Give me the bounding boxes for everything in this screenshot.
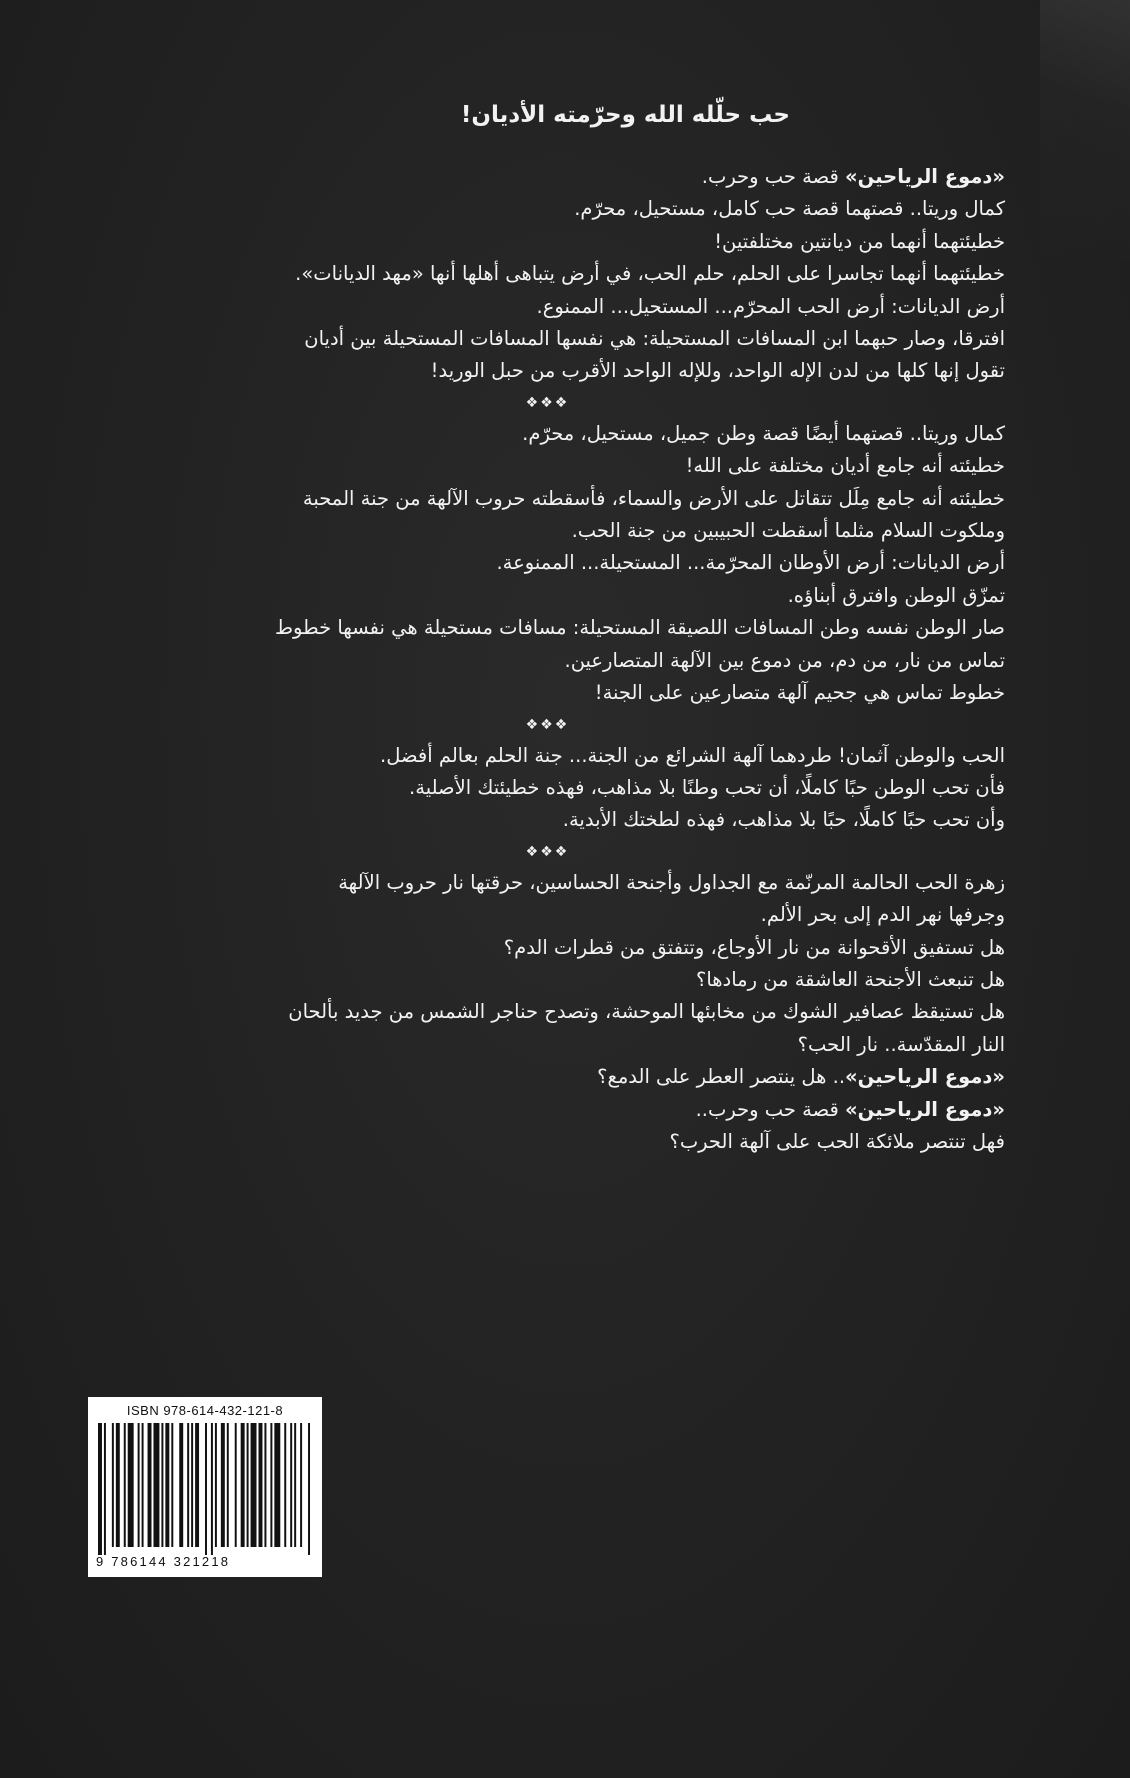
barcode-bar <box>138 1423 140 1547</box>
blurb-line: النار المقدّسة.. نار الحب؟ <box>797 1032 1005 1056</box>
blurb-line: افترقا، وصار حبهما ابن المسافات المستحيلة: هي نفسها المسافات المستحيلة بين أديان <box>304 327 1005 351</box>
blurb-lines <box>90 161 1005 1158</box>
book-title-quote: «دموع الرياحين» <box>845 165 1005 188</box>
book-title-quote: «دموع الرياحين» <box>845 1065 1005 1089</box>
blurb-line: كمال وريتا.. قصتهما قصة حب كامل، مستحيل، محرّم. <box>574 197 1005 221</box>
barcode-bar <box>211 1423 213 1557</box>
book-title-quote: «دموع الرياحين» <box>845 1097 1005 1121</box>
barcode-bar <box>124 1423 126 1547</box>
barcode-bar <box>215 1423 217 1547</box>
barcode-bar <box>251 1423 257 1547</box>
barcode-bar <box>179 1423 183 1547</box>
blurb-line: تقول إنها كلها من لدن الإله الواحد، وللإله الواحد الأقرب من حبل الوريد! <box>430 359 1005 383</box>
blurb-line <box>90 1061 1005 1093</box>
barcode-bar <box>165 1423 169 1547</box>
barcode-bar <box>227 1423 229 1547</box>
cover-edge-highlight <box>1040 0 1130 260</box>
barcode-bar <box>191 1423 193 1547</box>
barcode-bar <box>205 1423 207 1557</box>
barcode-bars <box>96 1423 314 1557</box>
barcode-bar <box>264 1423 266 1547</box>
barcode-bar <box>284 1423 286 1547</box>
blurb-line: الحب والوطن آثمان! طردهما آلهة الشرائع من الجنة... جنة الحلم بعالم أفضل. <box>380 743 1005 767</box>
barcode-bar <box>270 1423 272 1547</box>
barcode-bar <box>274 1423 280 1547</box>
barcode-bar <box>300 1423 302 1547</box>
barcode-bar <box>221 1423 225 1547</box>
barcode-bar <box>259 1423 263 1547</box>
barcode-bar <box>195 1423 199 1547</box>
blurb-line: كمال وريتا.. قصتهما أيضًا قصة وطن جميل، مستحيل، محرّم. <box>522 421 1005 445</box>
barcode-bar <box>171 1423 173 1547</box>
barcode-bar <box>235 1423 237 1547</box>
barcode-bar <box>98 1423 102 1557</box>
barcode-bar <box>247 1423 249 1547</box>
blurb-text-block <box>90 95 1005 1158</box>
blurb-line: خطيئته أنه جامع مِلَل تتقاتل على الأرض والسماء، فأسقطته حروب الآلهة من جنة المحبة <box>302 486 1005 510</box>
blurb-line: زهرة الحب الحالمة المرنّمة مع الجداول وأجنحة الحساسين، حرقتها نار حروب الآلهة <box>338 870 1005 894</box>
barcode-bar <box>294 1423 296 1547</box>
blurb-line: خطيئتهما أنهما من ديانتين مختلفتين! <box>714 229 1005 253</box>
section-separator: ❖❖❖ <box>525 716 570 733</box>
section-separator: ❖❖❖ <box>525 843 570 860</box>
isbn-label: ISBN 978-614-432-121-8 <box>126 1403 284 1418</box>
barcode-bar <box>104 1423 106 1557</box>
barcode-bar <box>148 1423 152 1547</box>
blurb-line: فهل تنتصر ملائكة الحب على آلهة الحرب؟ <box>669 1129 1005 1153</box>
blurb-line: خطيئته أنه جامع أديان مختلفة على الله! <box>685 454 1005 478</box>
blurb-line: تمزّق الوطن وافترق أبناؤه. <box>787 583 1005 607</box>
blurb-line: صار الوطن نفسه وطن المسافات اللصيقة المستحيلة: مسافات مستحيلة هي نفسها خطوط <box>274 616 1005 640</box>
blurb-line <box>90 1094 1005 1126</box>
blurb-line-rest: قصة حب وحرب. <box>701 165 846 188</box>
blurb-line: هل تستيقظ عصافير الشوك من مخابئها الموحشة، وتصدح حناجر الشمس من جديد بألحان <box>288 1000 1005 1024</box>
blurb-title: حب حلّله الله وحرّمته الأديان! <box>460 102 790 128</box>
barcode-bar <box>112 1423 114 1547</box>
blurb-line-rest: قصة حب وحرب.. <box>695 1097 846 1121</box>
blurb-line-rest: .. هل ينتصر العطر على الدمع؟ <box>597 1065 846 1089</box>
barcode-bar <box>187 1423 189 1547</box>
blurb-line: هل تنبعث الأجنحة العاشقة من رمادها؟ <box>695 967 1005 991</box>
blurb-line: خطيئتهما أنهما تجاسرا على الحلم، حلم الحب، في أرض يتباهى أهلها أنها «مهد الديانات». <box>295 262 1005 286</box>
barcode-bar <box>142 1423 144 1547</box>
blurb-line: وجرفها نهر الدم إلى بحر الألم. <box>760 903 1005 927</box>
blurb-line <box>90 161 1005 193</box>
blurb-line: تماس من نار، من دم، من دموع بين الآلهة المتصارعين. <box>564 648 1005 672</box>
barcode-bar <box>308 1423 310 1557</box>
blurb-line: خطوط تماس هي جحيم آلهة متصارعين على الجنة! <box>594 681 1005 705</box>
barcode-bar <box>153 1423 159 1547</box>
barcode-digits: 9 786144 321218 <box>96 1555 314 1569</box>
barcode-bar <box>241 1423 245 1547</box>
blurb-line: وملكوت السلام مثلما أسقطت الحبيبين من جنة الحب. <box>571 519 1005 543</box>
blurb-line: أرض الديانات: أرض الحب المحرّم... المستحيل... الممنوع. <box>536 294 1005 318</box>
isbn-barcode <box>88 1397 322 1577</box>
blurb-line: أرض الديانات: أرض الأوطان المحرّمة... المستحيلة... الممنوعة. <box>496 551 1005 575</box>
barcode-bar <box>116 1423 120 1547</box>
barcode-bar <box>128 1423 134 1547</box>
section-separator: ❖❖❖ <box>525 394 570 411</box>
barcode-bar <box>161 1423 163 1547</box>
blurb-line: فأن تحب الوطن حبًا كاملًا، أن تحب وطنًا بلا مذاهب، فهذه خطيئتك الأصلية. <box>409 775 1005 799</box>
barcode-bar <box>290 1423 292 1547</box>
blurb-line: وأن تحب حبًا كاملًا، حبًا بلا مذاهب، فهذه لطختك الأبدية. <box>562 808 1005 832</box>
blurb-line: هل تستفيق الأقحوانة من نار الأوجاع، وتتفتق من قطرات الدم؟ <box>503 935 1005 959</box>
